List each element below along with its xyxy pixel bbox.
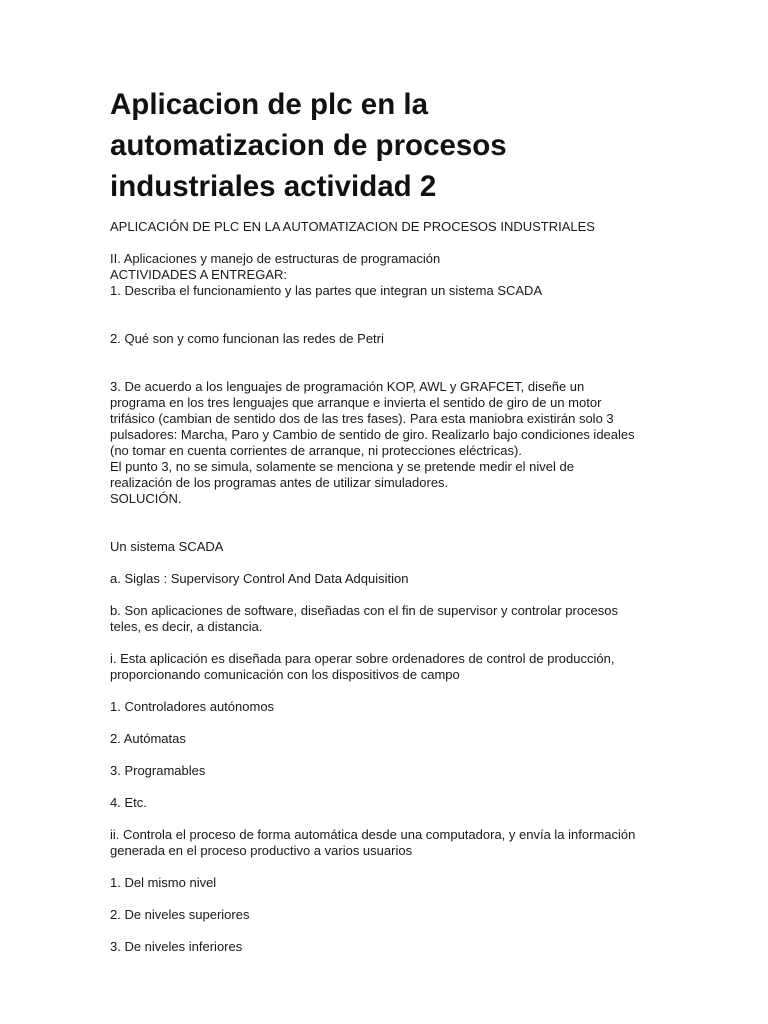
text-line: trifásico (cambian de sentido dos de las tres fases). Para esta maniobra existirán solo 3 xyxy=(110,411,614,426)
text-line: Un sistema SCADA xyxy=(110,539,224,554)
text-line: 1. Controladores autónomos xyxy=(110,699,275,714)
text-line: proporcionando comunicación con los dispositivos de campo xyxy=(110,667,460,682)
text-line: El punto 3, no se simula, solamente se menciona y se pretende medir el nivel de xyxy=(110,459,574,474)
text-line: i. Esta aplicación es diseñada para operar sobre ordenadores de control de producción, xyxy=(110,651,615,666)
scada-point-i xyxy=(110,651,750,683)
text-line: ACTIVIDADES A ENTREGAR: xyxy=(110,267,287,282)
text-line: b. Son aplicaciones de software, diseñadas con el fin de supervisor y controlar procesos xyxy=(110,603,619,618)
document-subtitle: APLICACIÓN DE PLC EN LA AUTOMATIZACION DE PROCESOS INDUSTRIALES xyxy=(110,219,595,234)
activity-2 xyxy=(110,331,750,347)
list-item xyxy=(110,699,750,715)
text-line: programa en los tres lenguajes que arranque e invierta el sentido de giro de un motor xyxy=(110,395,602,410)
list-item xyxy=(110,763,750,779)
text-line: 3. De niveles inferiores xyxy=(110,939,243,954)
text-line: 4. Etc. xyxy=(110,795,147,810)
document-page xyxy=(110,84,750,955)
title-line: industriales actividad 2 xyxy=(110,170,437,203)
text-line: 1. Del mismo nivel xyxy=(110,875,217,890)
list-item xyxy=(110,731,750,747)
text-line: SOLUCIÓN. xyxy=(110,491,182,506)
text-line: 2. Autómatas xyxy=(110,731,186,746)
scada-point-ii xyxy=(110,827,750,859)
text-line: 1. Describa el funcionamiento y las partes que integran un sistema SCADA xyxy=(110,283,543,298)
text-line: generada en el proceso productivo a varios usuarios xyxy=(110,843,413,858)
activity-3 xyxy=(110,379,750,507)
text-line: 2. De niveles superiores xyxy=(110,907,250,922)
title-line: automatizacion de procesos xyxy=(110,129,507,162)
text-line: ii. Controla el proceso de forma automática desde una computadora, y envía la información xyxy=(110,827,636,842)
text-line: realización de los programas antes de utilizar simuladores. xyxy=(110,475,449,490)
title-line: Aplicacion de plc en la xyxy=(110,88,429,121)
list-item xyxy=(110,907,750,923)
list-item xyxy=(110,875,750,891)
text-line: 3. Programables xyxy=(110,763,206,778)
text-line: 3. De acuerdo a los lenguajes de programación KOP, AWL y GRAFCET, diseñe un xyxy=(110,379,585,394)
list-item xyxy=(110,795,750,811)
text-line: teles, es decir, a distancia. xyxy=(110,619,263,634)
text-line: pulsadores: Marcha, Paro y Cambio de sentido de giro. Realizarlo bajo condiciones ideales xyxy=(110,427,635,442)
text-line: II. Aplicaciones y manejo de estructuras de programación xyxy=(110,251,441,266)
document-title xyxy=(110,84,550,207)
scada-heading xyxy=(110,539,750,555)
activities-intro xyxy=(110,251,750,299)
list-item xyxy=(110,939,750,955)
text-line: a. Siglas : Supervisory Control And Data Adquisition xyxy=(110,571,409,586)
text-line: (no tomar en cuenta corrientes de arranque, ni protecciones eléctricas). xyxy=(110,443,522,458)
scada-definition xyxy=(110,603,750,635)
scada-siglas xyxy=(110,571,750,587)
text-line: 2. Qué son y como funcionan las redes de Petri xyxy=(110,331,384,346)
